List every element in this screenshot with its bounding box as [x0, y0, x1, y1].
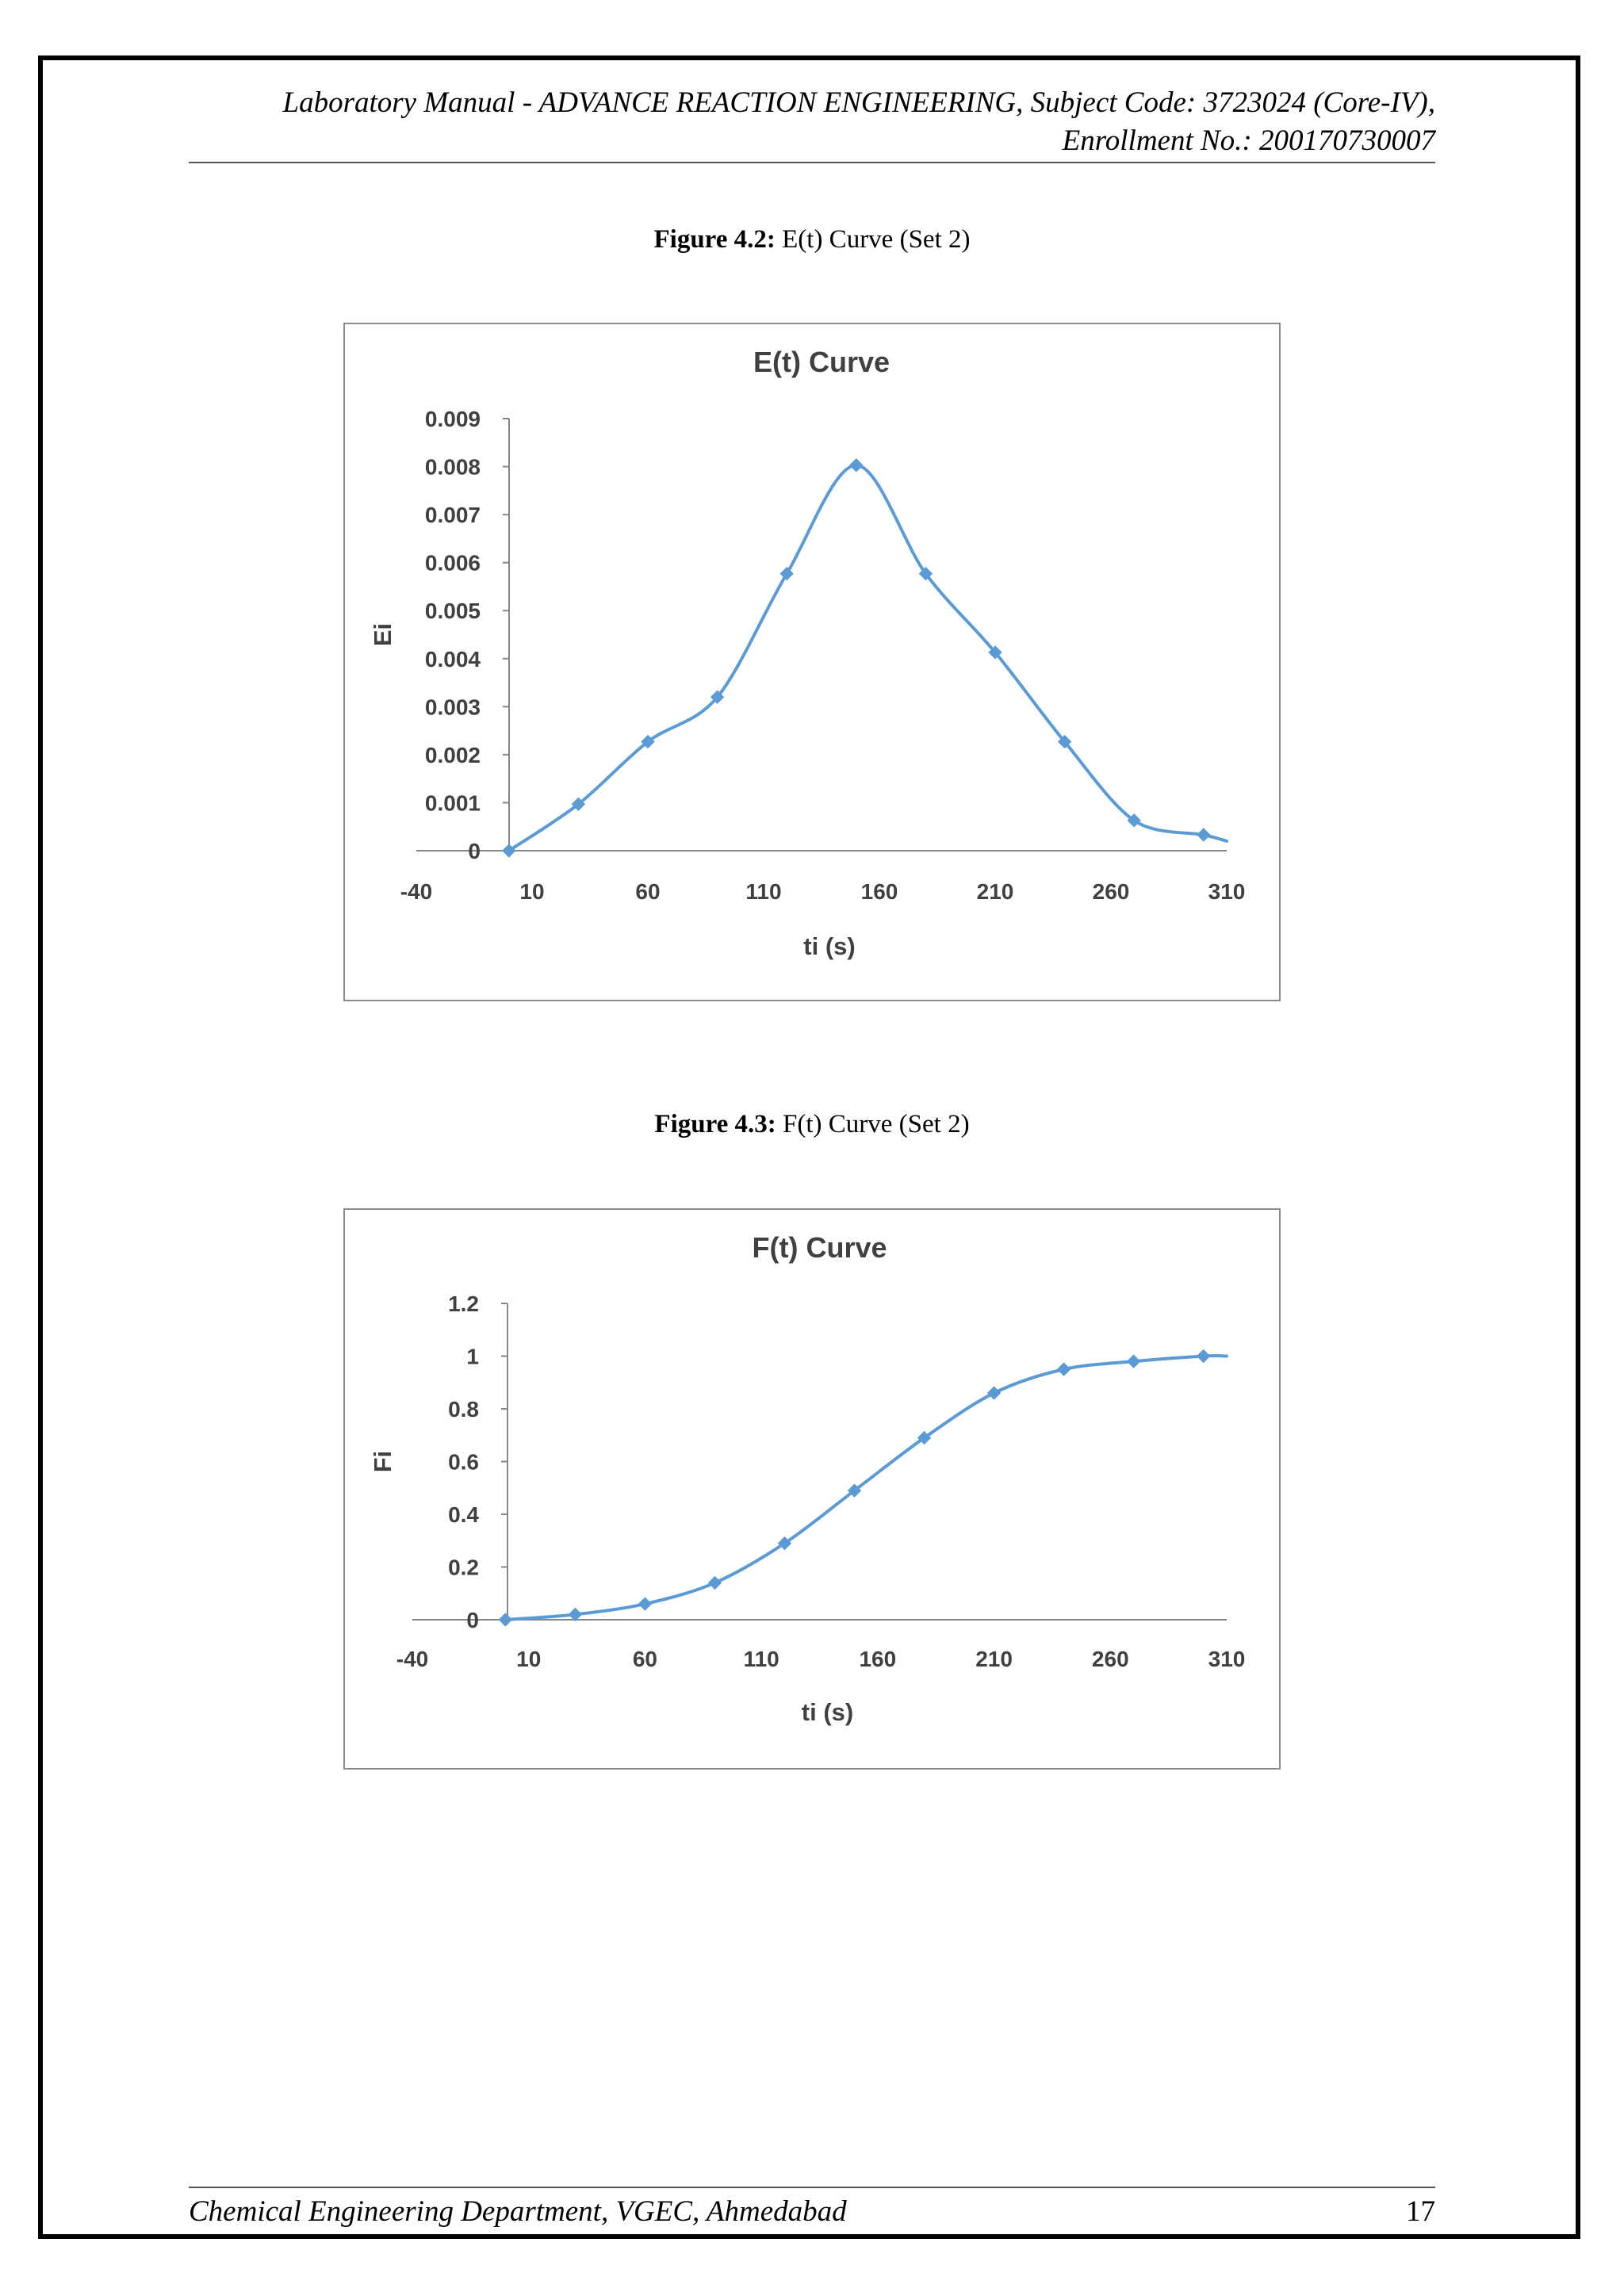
- ft-data-point: [569, 1608, 581, 1621]
- ft-x-tick-label: 10: [516, 1647, 542, 1671]
- et-x-tick-label: 10: [519, 879, 545, 904]
- et-x-tick-label: 160: [860, 879, 898, 904]
- et-y-tick-label: 0.009: [424, 407, 481, 431]
- ft-data-point: [1058, 1363, 1071, 1376]
- ft-data-point: [638, 1598, 651, 1610]
- ft-chart-frame: [343, 1208, 1281, 1770]
- ft-series-line: [505, 1356, 1227, 1620]
- footer-rule: [189, 2187, 1435, 2188]
- ft-x-tick-label: 160: [859, 1647, 897, 1671]
- et-x-tick-label: -40: [400, 879, 433, 904]
- et-y-tick-label: 0.008: [424, 454, 481, 480]
- ft-x-tick-label: -40: [396, 1647, 429, 1671]
- page-header: [189, 84, 1435, 160]
- page-number: 17: [1406, 2195, 1435, 2228]
- page-footer: [189, 2195, 1435, 2229]
- ft-x-tick-label: 60: [632, 1647, 658, 1671]
- figure-caption-text: F(t) Curve (Set 2): [783, 1110, 970, 1138]
- figure-label: Figure 4.2:: [653, 225, 776, 254]
- et-y-tick-label: 0.001: [424, 790, 481, 816]
- et-data-point: [1197, 828, 1210, 841]
- ft-y-tick-label: 1.2: [448, 1292, 479, 1316]
- et-x-tick-label: 210: [976, 879, 1014, 904]
- figure-caption-4-3: [189, 1110, 1435, 1139]
- et-x-tick-label: 260: [1092, 879, 1130, 904]
- figure-caption-text: E(t) Curve (Set 2): [782, 225, 971, 254]
- ft-x-tick-label: 110: [743, 1647, 779, 1671]
- footer-department: Chemical Engineering Department, VGEC, Ahmedabad: [189, 2195, 847, 2228]
- et-x-tick-label: 310: [1208, 879, 1246, 904]
- ft-data-point: [499, 1613, 511, 1626]
- et-y-tick-label: 0.005: [424, 599, 481, 624]
- et-y-tick-label: 0.007: [424, 503, 481, 528]
- et-y-tick-label: 0.004: [424, 646, 481, 672]
- ft-x-axis-title: ti (s): [801, 1698, 854, 1726]
- ft-y-tick-label: 0.6: [448, 1449, 479, 1475]
- ft-chart: [345, 1210, 1279, 1768]
- et-x-tick-label: 60: [635, 879, 661, 904]
- ft-y-tick-label: 0.2: [448, 1555, 479, 1580]
- ft-y-tick-label: 0: [466, 1608, 479, 1632]
- header-enrollment: Enrollment No.: 200170730007: [1062, 124, 1435, 157]
- et-x-tick-label: 110: [745, 879, 782, 904]
- ft-x-tick-label: 260: [1091, 1647, 1129, 1671]
- ft-data-point: [1128, 1355, 1140, 1368]
- figure-caption-4-2: [189, 225, 1435, 254]
- et-y-tick-label: 0: [468, 839, 481, 863]
- et-y-tick-label: 0.002: [424, 742, 481, 767]
- et-data-point: [850, 459, 863, 472]
- et-chart-title: E(t) Curve: [753, 346, 891, 378]
- ft-x-tick-label: 310: [1208, 1647, 1246, 1671]
- ft-data-point: [1197, 1350, 1210, 1363]
- figure-label: Figure 4.3:: [654, 1110, 776, 1138]
- ft-x-tick-label: 210: [975, 1647, 1013, 1671]
- ft-chart-title: F(t) Curve: [752, 1231, 887, 1264]
- et-x-axis-title: ti (s): [803, 932, 856, 960]
- ft-y-tick-label: 1: [466, 1344, 479, 1369]
- et-y-axis-title: Ei: [369, 622, 396, 647]
- ft-y-tick-label: 0.8: [448, 1397, 479, 1422]
- ft-data-point: [708, 1576, 721, 1589]
- et-y-tick-label: 0.003: [424, 695, 481, 720]
- header-rule: [189, 162, 1435, 163]
- header-title: Laboratory Manual - ADVANCE REACTION ENGINEERING, Subject Code: 3723024 (Core-IV),: [282, 86, 1435, 119]
- et-y-tick-label: 0.006: [424, 550, 481, 576]
- et-chart: [345, 324, 1279, 1000]
- et-data-point: [780, 568, 793, 580]
- ft-y-axis-title: Fi: [369, 1450, 396, 1473]
- et-chart-frame: [343, 323, 1281, 1001]
- et-series-line: [509, 465, 1227, 851]
- ft-y-tick-label: 0.4: [448, 1502, 479, 1527]
- ft-data-point: [988, 1387, 1001, 1399]
